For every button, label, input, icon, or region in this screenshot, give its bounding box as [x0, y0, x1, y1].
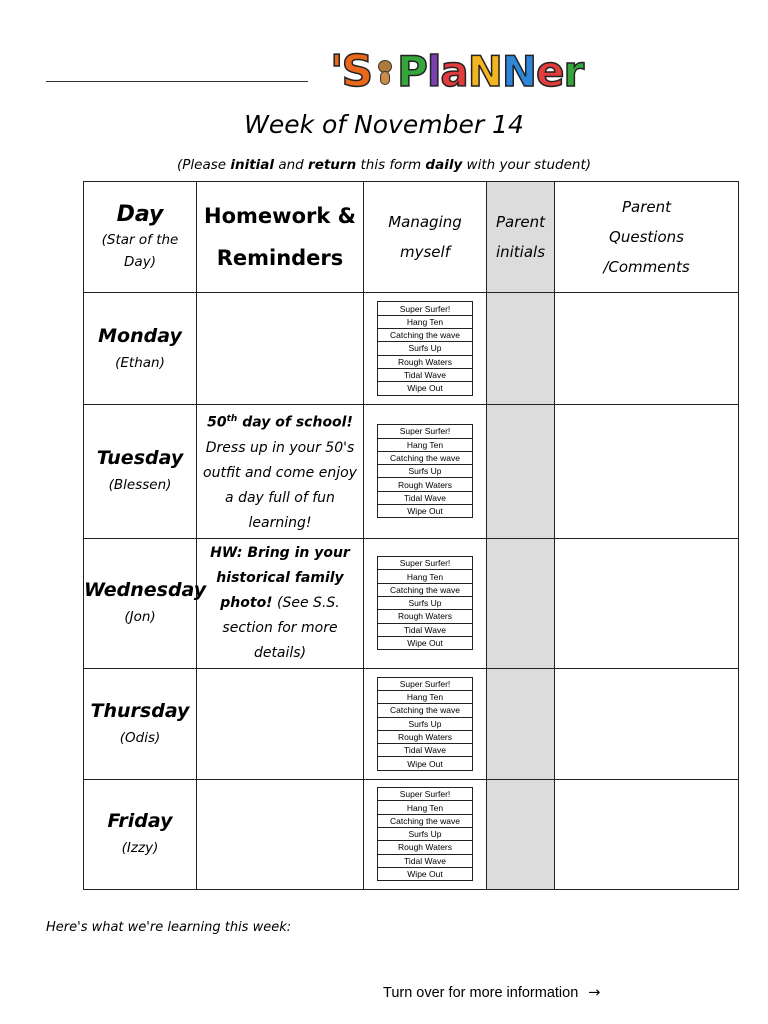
- managing-cell: [364, 668, 487, 779]
- scale-item[interactable]: Catching the wave: [378, 451, 473, 464]
- behavior-scale: [377, 556, 473, 650]
- learning-label: Here's what we're learning this week:: [46, 920, 292, 935]
- header-managing-line2: myself: [400, 243, 450, 261]
- behavior-scale: [377, 301, 473, 395]
- homework-bold: 50: [207, 414, 227, 431]
- scale-item[interactable]: Wipe Out: [378, 757, 473, 770]
- scale-item[interactable]: Super Surfer!: [378, 677, 473, 690]
- parent-initials-cell[interactable]: [487, 405, 555, 539]
- planner-letter: N: [467, 47, 503, 96]
- star-of-day: (Odis): [119, 729, 161, 746]
- scale-item[interactable]: Tidal Wave: [378, 744, 473, 757]
- header-initials-line1: Parent: [495, 213, 546, 231]
- planner-letter: P: [397, 47, 428, 96]
- day-name: Thursday: [90, 699, 190, 722]
- header-initials-line2: initials: [495, 243, 546, 261]
- homework-note: [197, 539, 363, 668]
- parent-initials-cell[interactable]: [487, 668, 555, 779]
- right-arrow-icon: →: [588, 985, 601, 1001]
- header-day-sub: (Star of the Day): [101, 232, 179, 270]
- scale-item[interactable]: Hang Ten: [378, 801, 473, 814]
- turn-over-text: Turn over for more information: [383, 985, 579, 1001]
- day-cell: [84, 405, 197, 539]
- homework-text: Dress up in your 50's outfit and come enjoy a day full of fun learning!: [203, 439, 357, 531]
- homework-cell[interactable]: [197, 779, 364, 889]
- header-homework-line1: Homework &: [204, 204, 356, 228]
- planner-title-banner: [330, 44, 585, 97]
- scale-item[interactable]: Rough Waters: [378, 841, 473, 854]
- day-name: Monday: [98, 324, 182, 347]
- scale-item[interactable]: Surfs Up: [378, 597, 473, 610]
- scale-item[interactable]: Catching the wave: [378, 814, 473, 827]
- header-questions-line1: Parent: [621, 198, 672, 216]
- scale-item[interactable]: Tidal Wave: [378, 491, 473, 504]
- student-name-line[interactable]: [46, 81, 308, 82]
- parent-comments-cell[interactable]: [555, 779, 739, 889]
- homework-bold: HW: Bring in your historical family photo!: [210, 544, 350, 611]
- scale-item[interactable]: Rough Waters: [378, 610, 473, 623]
- instructions-text: with your student): [462, 157, 592, 173]
- day-cell: [84, 668, 197, 779]
- parent-comments-cell[interactable]: [555, 405, 739, 539]
- header-row: [84, 182, 739, 293]
- planner-word: [397, 47, 585, 96]
- planner-letter: a: [440, 47, 469, 96]
- parent-initials-cell[interactable]: [487, 293, 555, 405]
- managing-cell: [364, 293, 487, 405]
- scale-item[interactable]: Rough Waters: [378, 478, 473, 491]
- scale-item[interactable]: Wipe Out: [378, 382, 473, 395]
- instructions-text: this form: [356, 157, 426, 173]
- behavior-scale: [377, 787, 473, 881]
- scale-item[interactable]: Super Surfer!: [378, 302, 473, 315]
- header-homework: [197, 182, 364, 293]
- header-day: [84, 182, 197, 293]
- scale-item[interactable]: Rough Waters: [378, 355, 473, 368]
- planner-letter: r: [563, 47, 585, 96]
- star-of-day: (Ethan): [115, 354, 165, 371]
- homework-cell[interactable]: [197, 668, 364, 779]
- planner-letter: N: [501, 47, 538, 96]
- header-day-label: Day: [116, 202, 164, 227]
- day-name: Tuesday: [96, 447, 184, 470]
- day-name: Friday: [107, 810, 173, 833]
- instructions: [0, 157, 768, 173]
- header-parent-initials: [487, 182, 555, 293]
- scale-item[interactable]: Rough Waters: [378, 730, 473, 743]
- header-managing: [364, 182, 487, 293]
- header-homework-line2: Reminders: [216, 246, 344, 270]
- header-questions-line3: /Comments: [603, 258, 690, 276]
- instructions-emphasis: daily: [425, 157, 463, 173]
- monkey-icon: [375, 60, 395, 86]
- scale-item[interactable]: Hang Ten: [378, 570, 473, 583]
- day-name: Wednesday: [84, 579, 207, 602]
- parent-initials-cell[interactable]: [487, 779, 555, 889]
- day-cell: [84, 779, 197, 889]
- scale-item[interactable]: Tidal Wave: [378, 854, 473, 867]
- managing-cell: [364, 538, 487, 668]
- day-row-monday: [84, 293, 739, 405]
- instructions-emphasis: initial: [230, 157, 275, 173]
- planner-letter: e: [536, 47, 565, 96]
- scale-item[interactable]: Hang Ten: [378, 438, 473, 451]
- managing-cell: [364, 779, 487, 889]
- parent-initials-cell[interactable]: [487, 538, 555, 668]
- instructions-text: (Please: [176, 157, 231, 173]
- behavior-scale: [377, 424, 473, 518]
- scale-item[interactable]: Tidal Wave: [378, 368, 473, 381]
- star-of-day: (Blessen): [108, 477, 172, 494]
- scale-item[interactable]: Surfs Up: [378, 717, 473, 730]
- planner-letter: l: [426, 47, 442, 96]
- scale-item[interactable]: Surfs Up: [378, 465, 473, 478]
- weekly-planner-table: [83, 181, 739, 890]
- scale-item[interactable]: Super Surfer!: [378, 425, 473, 438]
- header-managing-line1: Managing: [388, 213, 462, 231]
- parent-comments-cell[interactable]: [555, 293, 739, 405]
- day-cell: [84, 293, 197, 405]
- week-title: Week of November 14: [244, 110, 524, 139]
- parent-comments-cell[interactable]: [555, 538, 739, 668]
- homework-note: [197, 405, 363, 538]
- star-of-day: (Izzy): [121, 840, 159, 857]
- homework-cell[interactable]: [197, 405, 364, 539]
- header-parent-questions: [555, 182, 739, 293]
- instructions-text: and: [274, 157, 309, 173]
- scale-item[interactable]: Super Surfer!: [378, 557, 473, 570]
- scale-item[interactable]: Catching the wave: [378, 583, 473, 596]
- scale-item[interactable]: Wipe Out: [378, 867, 473, 880]
- instructions-emphasis: return: [308, 157, 357, 173]
- header-questions-line2: Questions: [609, 228, 684, 246]
- scale-item[interactable]: Wipe Out: [378, 636, 473, 649]
- scale-item[interactable]: Hang Ten: [378, 690, 473, 703]
- day-row-wednesday: [84, 538, 739, 668]
- scale-item[interactable]: Surfs Up: [378, 828, 473, 841]
- day-row-thursday: [84, 668, 739, 779]
- scale-item[interactable]: Super Surfer!: [378, 788, 473, 801]
- scale-item[interactable]: Surfs Up: [378, 342, 473, 355]
- behavior-scale: [377, 677, 473, 771]
- homework-text: (See S.S. section for more details): [222, 594, 340, 661]
- turn-over-note: [383, 985, 600, 1001]
- day-row-tuesday: [84, 405, 739, 539]
- apostrophe-s: 'S: [330, 46, 372, 97]
- homework-cell[interactable]: [197, 293, 364, 405]
- day-row-friday: [84, 779, 739, 889]
- scale-item[interactable]: Catching the wave: [378, 704, 473, 717]
- homework-bold: day of school!: [237, 414, 353, 431]
- scale-item[interactable]: Catching the wave: [378, 329, 473, 342]
- homework-superscript: th: [226, 414, 238, 424]
- day-cell: [84, 538, 207, 668]
- scale-item[interactable]: Hang Ten: [378, 315, 473, 328]
- scale-item[interactable]: Wipe Out: [378, 505, 473, 518]
- managing-cell: [364, 405, 487, 539]
- homework-cell[interactable]: [197, 538, 364, 668]
- star-of-day: (Jon): [124, 609, 156, 626]
- scale-item[interactable]: Tidal Wave: [378, 623, 473, 636]
- parent-comments-cell[interactable]: [555, 668, 739, 779]
